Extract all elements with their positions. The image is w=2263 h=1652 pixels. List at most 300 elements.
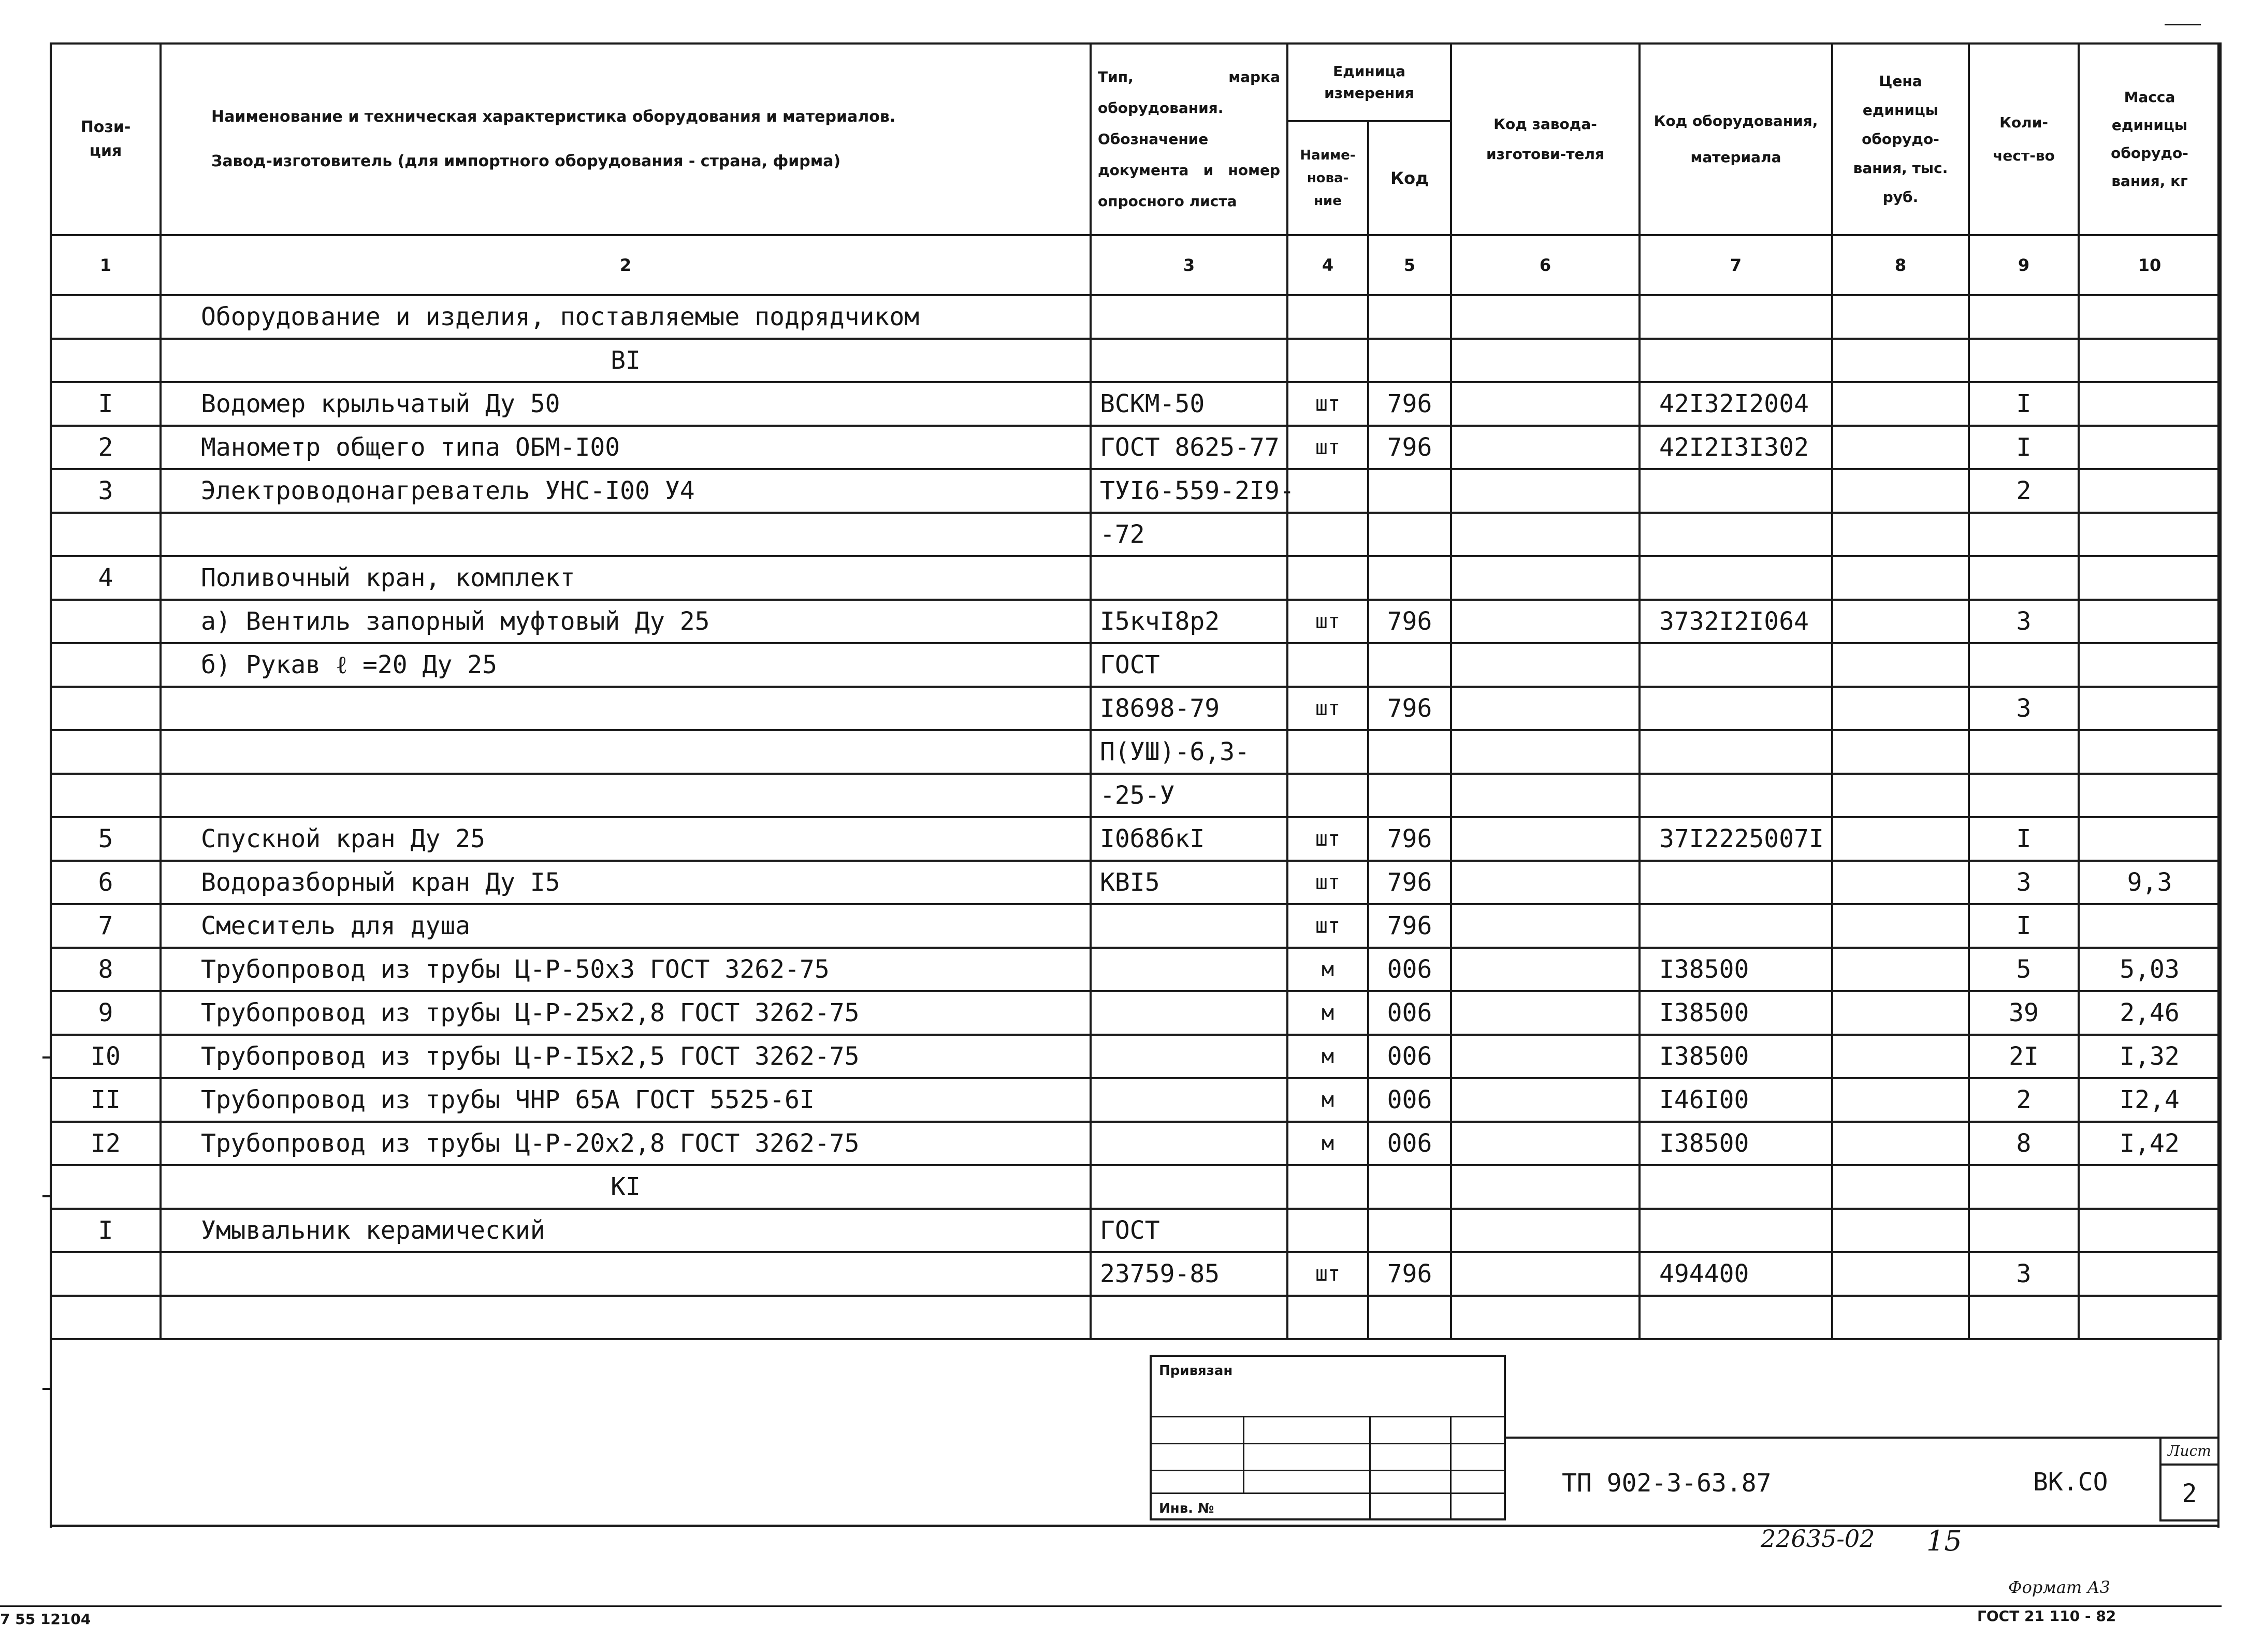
price-cell <box>1832 1078 1969 1122</box>
unit-code-cell: 796 <box>1368 817 1451 861</box>
unit-name-cell: шт <box>1287 817 1368 861</box>
price-cell <box>1832 1035 1969 1078</box>
unit-code-cell: 796 <box>1368 1252 1451 1296</box>
price-cell <box>1832 469 1969 513</box>
position-cell <box>51 774 161 817</box>
name-cell: KI <box>161 1165 1091 1209</box>
unit-code-cell: 796 <box>1368 600 1451 643</box>
unit-name-cell: шт <box>1287 600 1368 643</box>
document-mark: ВК.СО <box>2033 1468 2108 1497</box>
name-cell: Манометр общего типа ОБМ-I00 <box>161 426 1091 469</box>
position-cell: I2 <box>51 1122 161 1165</box>
name-cell: Умывальник керамический <box>161 1209 1091 1252</box>
factory-code-cell <box>1451 426 1640 469</box>
unit-code-cell: 796 <box>1368 861 1451 904</box>
header-equipment-code: Код оборудования, материала <box>1640 44 1832 235</box>
quantity-cell: 2I <box>1969 1035 2079 1078</box>
equipment-code-cell <box>1640 556 1832 600</box>
table-row <box>51 991 2221 1035</box>
table-row <box>51 600 2221 643</box>
sheet-label: Лист <box>2162 1439 2217 1466</box>
name-cell: BI <box>161 339 1091 382</box>
table-row <box>51 861 2221 904</box>
factory-code-cell <box>1451 730 1640 774</box>
price-cell <box>1832 600 1969 643</box>
position-cell <box>51 295 161 339</box>
unit-name-cell <box>1287 1165 1368 1209</box>
equipment-code-cell <box>1640 687 1832 730</box>
equipment-code-cell: I38500 <box>1640 991 1832 1035</box>
price-cell <box>1832 730 1969 774</box>
unit-code-cell <box>1368 513 1451 556</box>
unit-name-cell <box>1287 1296 1368 1339</box>
name-cell: Трубопровод из трубы Ц-Р-25х2,8 ГОСТ 3262-75 <box>161 991 1091 1035</box>
equipment-code-cell <box>1640 643 1832 687</box>
factory-code-cell <box>1451 600 1640 643</box>
unit-name-cell: шт <box>1287 861 1368 904</box>
document-number: ТП 902-3-63.87 <box>1562 1469 1772 1498</box>
quantity-cell <box>1969 295 2079 339</box>
type-cell: -25-У <box>1091 774 1287 817</box>
mass-cell: 5,03 <box>2079 948 2221 991</box>
price-cell <box>1832 1122 1969 1165</box>
name-cell: Трубопровод из трубы Ц-Р-I5х2,5 ГОСТ 3262-75 <box>161 1035 1091 1078</box>
name-cell: а) Вентиль запорный муфтовый Ду 25 <box>161 600 1091 643</box>
table-row <box>51 556 2221 600</box>
position-cell: I <box>51 1209 161 1252</box>
equipment-code-cell: I46I00 <box>1640 1078 1832 1122</box>
type-cell <box>1091 1165 1287 1209</box>
header-type: Тип, марка оборудования. Обозначение документа и номер опросного листа <box>1091 44 1287 235</box>
position-cell <box>51 687 161 730</box>
quantity-cell <box>1969 513 2079 556</box>
quantity-cell <box>1969 1296 2079 1339</box>
equipment-code-cell <box>1640 1209 1832 1252</box>
equipment-code-cell <box>1640 730 1832 774</box>
unit-code-cell <box>1368 339 1451 382</box>
factory-code-cell <box>1451 861 1640 904</box>
factory-code-cell <box>1451 1209 1640 1252</box>
header-quantity: Коли-чест-во <box>1969 44 2079 235</box>
unit-code-cell <box>1368 556 1451 600</box>
position-cell: I0 <box>51 1035 161 1078</box>
unit-name-cell: м <box>1287 1122 1368 1165</box>
quantity-cell <box>1969 556 2079 600</box>
inventory-number-label: Инв. № <box>1159 1501 1214 1516</box>
sheet-number: 2 <box>2182 1479 2197 1508</box>
column-number: 4 <box>1287 235 1368 295</box>
table-row <box>51 1122 2221 1165</box>
unit-name-cell: м <box>1287 1035 1368 1078</box>
stamp-grid-line <box>1243 1416 1244 1494</box>
header-factory-code: Код завода-изготови-теля <box>1451 44 1640 235</box>
type-cell <box>1091 1122 1287 1165</box>
column-number: 8 <box>1832 235 1969 295</box>
type-cell: ГОСТ <box>1091 1209 1287 1252</box>
name-cell <box>161 730 1091 774</box>
price-cell <box>1832 991 1969 1035</box>
column-number-row <box>51 235 2221 295</box>
equipment-code-cell: I38500 <box>1640 1035 1832 1078</box>
name-cell <box>161 1252 1091 1296</box>
quantity-cell: 3 <box>1969 1252 2079 1296</box>
mass-cell <box>2079 730 2221 774</box>
quantity-cell: I <box>1969 904 2079 948</box>
type-cell: П(УШ)-6,3- <box>1091 730 1287 774</box>
mass-cell: I,32 <box>2079 1035 2221 1078</box>
column-number: 9 <box>1969 235 2079 295</box>
equipment-code-cell <box>1640 774 1832 817</box>
margin-tick <box>2165 24 2201 25</box>
price-cell <box>1832 1252 1969 1296</box>
mass-cell <box>2079 1165 2221 1209</box>
unit-code-cell: 006 <box>1368 1122 1451 1165</box>
position-cell <box>51 1165 161 1209</box>
unit-name-cell <box>1287 513 1368 556</box>
unit-code-cell: 796 <box>1368 382 1451 426</box>
unit-code-cell <box>1368 1209 1451 1252</box>
unit-code-cell <box>1368 469 1451 513</box>
table-row <box>51 1165 2221 1209</box>
price-cell <box>1832 1209 1969 1252</box>
binding-stamp <box>1150 1355 1506 1520</box>
factory-code-cell <box>1451 1035 1640 1078</box>
quantity-cell: 3 <box>1969 600 2079 643</box>
paper-format: Формат А3 <box>2008 1577 2111 1597</box>
name-cell: Электроводонагреватель УНС-I00 У4 <box>161 469 1091 513</box>
mass-cell <box>2079 426 2221 469</box>
name-cell: Спускной кран Ду 25 <box>161 817 1091 861</box>
name-cell <box>161 687 1091 730</box>
mass-cell <box>2079 904 2221 948</box>
factory-code-cell <box>1451 556 1640 600</box>
price-cell <box>1832 295 1969 339</box>
position-cell: I <box>51 382 161 426</box>
table-row <box>51 730 2221 774</box>
factory-code-cell <box>1451 643 1640 687</box>
price-cell <box>1832 774 1969 817</box>
type-cell <box>1091 1035 1287 1078</box>
table-row <box>51 643 2221 687</box>
header-price: Цена единицы оборудо-вания, тыс. руб. <box>1832 44 1969 235</box>
position-cell: 3 <box>51 469 161 513</box>
price-cell <box>1832 904 1969 948</box>
name-cell: Трубопровод из трубы ЧНР 65А ГОСТ 5525-6I <box>161 1078 1091 1122</box>
mass-cell <box>2079 556 2221 600</box>
equipment-code-cell: 42I2I3I302 <box>1640 426 1832 469</box>
quantity-cell: I <box>1969 426 2079 469</box>
factory-code-cell <box>1451 904 1640 948</box>
price-cell <box>1832 1296 1969 1339</box>
type-cell <box>1091 904 1287 948</box>
unit-code-cell <box>1368 1165 1451 1209</box>
unit-name-cell <box>1287 339 1368 382</box>
unit-code-cell: 006 <box>1368 991 1451 1035</box>
factory-code-cell <box>1451 339 1640 382</box>
equipment-code-cell <box>1640 339 1832 382</box>
position-cell <box>51 730 161 774</box>
type-cell: 23759-85 <box>1091 1252 1287 1296</box>
name-cell: б) Рукав ℓ =20 Ду 25 <box>161 643 1091 687</box>
header-mass: Масса единицы оборудо-вания, кг <box>2079 44 2221 235</box>
type-cell: I0б8бкI <box>1091 817 1287 861</box>
unit-name-cell: шт <box>1287 687 1368 730</box>
unit-code-cell <box>1368 730 1451 774</box>
equipment-code-cell: I38500 <box>1640 1122 1832 1165</box>
mass-cell <box>2079 687 2221 730</box>
position-cell: 4 <box>51 556 161 600</box>
table-row <box>51 1035 2221 1078</box>
position-cell: 9 <box>51 991 161 1035</box>
unit-code-cell: 006 <box>1368 948 1451 991</box>
factory-code-cell <box>1451 469 1640 513</box>
unit-name-cell: шт <box>1287 382 1368 426</box>
table-row <box>51 904 2221 948</box>
quantity-cell: 2 <box>1969 469 2079 513</box>
mass-cell: 2,46 <box>2079 991 2221 1035</box>
quantity-cell <box>1969 339 2079 382</box>
mass-cell: I2,4 <box>2079 1078 2221 1122</box>
type-cell <box>1091 295 1287 339</box>
mass-cell <box>2079 382 2221 426</box>
equipment-code-cell <box>1640 469 1832 513</box>
quantity-cell: I <box>1969 382 2079 426</box>
factory-code-cell <box>1451 817 1640 861</box>
name-cell <box>161 1296 1091 1339</box>
unit-code-cell <box>1368 295 1451 339</box>
unit-code-cell: 796 <box>1368 904 1451 948</box>
quantity-cell: 5 <box>1969 948 2079 991</box>
quantity-cell <box>1969 730 2079 774</box>
quantity-cell: 3 <box>1969 861 2079 904</box>
unit-code-cell: 006 <box>1368 1078 1451 1122</box>
mass-cell <box>2079 817 2221 861</box>
mass-cell <box>2079 295 2221 339</box>
name-cell: Поливочный кран, комплект <box>161 556 1091 600</box>
equipment-code-cell <box>1640 861 1832 904</box>
type-cell <box>1091 1296 1287 1339</box>
mass-cell <box>2079 600 2221 643</box>
position-cell <box>51 600 161 643</box>
equipment-code-cell <box>1640 295 1832 339</box>
factory-code-cell <box>1451 295 1640 339</box>
unit-code-cell <box>1368 643 1451 687</box>
position-cell: 8 <box>51 948 161 991</box>
column-number: 5 <box>1368 235 1451 295</box>
name-cell <box>161 513 1091 556</box>
table-row <box>51 817 2221 861</box>
specification-table <box>50 42 2222 1340</box>
archive-number: 22635-02 <box>1761 1525 1875 1553</box>
table-row <box>51 948 2221 991</box>
name-cell: Оборудование и изделия, поставляемые подрядчиком <box>161 295 1091 339</box>
mass-cell <box>2079 774 2221 817</box>
equipment-code-cell: 3732I2I064 <box>1640 600 1832 643</box>
price-cell <box>1832 687 1969 730</box>
quantity-cell: I <box>1969 817 2079 861</box>
position-cell <box>51 1296 161 1339</box>
price-cell <box>1832 861 1969 904</box>
margin-tick <box>42 1056 51 1059</box>
table-row <box>51 1078 2221 1122</box>
table-row <box>51 295 2221 339</box>
quantity-cell: 39 <box>1969 991 2079 1035</box>
unit-name-cell: м <box>1287 1078 1368 1122</box>
position-cell <box>51 339 161 382</box>
stamp-grid-line <box>1450 1416 1452 1520</box>
mass-cell <box>2079 469 2221 513</box>
type-cell: ВСКМ-50 <box>1091 382 1287 426</box>
stamp-grid-line <box>1369 1416 1371 1520</box>
price-cell <box>1832 643 1969 687</box>
factory-code-cell <box>1451 1165 1640 1209</box>
price-cell <box>1832 339 1969 382</box>
gost-reference: ГОСТ 21 110 - 82 <box>1977 1607 2116 1625</box>
sheet-number-box <box>2159 1437 2220 1521</box>
header-unit-name: Наиме-нова-ние <box>1287 121 1368 235</box>
position-cell <box>51 513 161 556</box>
price-cell <box>1832 817 1969 861</box>
quantity-cell <box>1969 774 2079 817</box>
quantity-cell <box>1969 643 2079 687</box>
equipment-code-cell: I38500 <box>1640 948 1832 991</box>
name-cell <box>161 774 1091 817</box>
factory-code-cell <box>1451 1078 1640 1122</box>
unit-name-cell: шт <box>1287 426 1368 469</box>
unit-name-cell <box>1287 730 1368 774</box>
type-cell: I5кчI8р2 <box>1091 600 1287 643</box>
frame-bottom-border <box>50 1525 2220 1527</box>
column-number: 7 <box>1640 235 1832 295</box>
unit-name-cell <box>1287 556 1368 600</box>
quantity-cell <box>1969 1209 2079 1252</box>
column-number: 6 <box>1451 235 1640 295</box>
name-cell: Трубопровод из трубы Ц-Р-50х3 ГОСТ 3262-75 <box>161 948 1091 991</box>
name-cell: Водоразборный кран Ду I5 <box>161 861 1091 904</box>
factory-code-cell <box>1451 513 1640 556</box>
unit-name-cell <box>1287 643 1368 687</box>
position-cell: 2 <box>51 426 161 469</box>
sheet-code: 7 55 12104 <box>0 1611 91 1628</box>
quantity-cell: 3 <box>1969 687 2079 730</box>
unit-name-cell: шт <box>1287 1252 1368 1296</box>
equipment-code-cell: 37I2225007I <box>1640 817 1832 861</box>
trim-line <box>0 1605 2222 1607</box>
position-cell <box>51 643 161 687</box>
header-name <box>161 44 1091 235</box>
price-cell <box>1832 513 1969 556</box>
type-cell: -72 <box>1091 513 1287 556</box>
type-cell: ТУI6-559-2I9- <box>1091 469 1287 513</box>
type-cell <box>1091 991 1287 1035</box>
bound-label: Привязан <box>1159 1363 1233 1379</box>
mass-cell <box>2079 1209 2221 1252</box>
factory-code-cell <box>1451 1296 1640 1339</box>
name-cell: Трубопровод из трубы Ц-Р-20х2,8 ГОСТ 3262-75 <box>161 1122 1091 1165</box>
unit-code-cell: 796 <box>1368 426 1451 469</box>
position-cell: II <box>51 1078 161 1122</box>
unit-code-cell <box>1368 774 1451 817</box>
mass-cell <box>2079 1252 2221 1296</box>
name-cell: Водомер крыльчатый Ду 50 <box>161 382 1091 426</box>
type-cell <box>1091 1078 1287 1122</box>
equipment-code-cell <box>1640 1296 1832 1339</box>
table-row <box>51 513 2221 556</box>
mass-cell <box>2079 513 2221 556</box>
unit-code-cell: 796 <box>1368 687 1451 730</box>
factory-code-cell <box>1451 1252 1640 1296</box>
margin-tick <box>42 1388 51 1390</box>
archive-page-number: 15 <box>1926 1525 1962 1557</box>
factory-code-cell <box>1451 1122 1640 1165</box>
type-cell <box>1091 948 1287 991</box>
unit-name-cell: шт <box>1287 904 1368 948</box>
table-body <box>51 295 2221 1339</box>
table-row <box>51 426 2221 469</box>
mass-cell <box>2079 339 2221 382</box>
position-cell: 6 <box>51 861 161 904</box>
quantity-cell: 8 <box>1969 1122 2079 1165</box>
type-cell: КВI5 <box>1091 861 1287 904</box>
column-number: 2 <box>161 235 1091 295</box>
table-row <box>51 1209 2221 1252</box>
price-cell <box>1832 426 1969 469</box>
table-header <box>51 44 2221 295</box>
price-cell <box>1832 948 1969 991</box>
equipment-code-cell <box>1640 904 1832 948</box>
factory-code-cell <box>1451 382 1640 426</box>
name-cell: Смеситель для душа <box>161 904 1091 948</box>
type-cell: I8698-79 <box>1091 687 1287 730</box>
header-unit-group: Единица измерения <box>1287 44 1451 121</box>
header-name-line2: Завод-изготовитель (для импортного оборудования - страна, фирма) <box>211 152 841 170</box>
table-row <box>51 469 2221 513</box>
header-name-line1: Наименование и техническая характеристика оборудования и материалов. <box>211 108 896 126</box>
price-cell <box>1832 556 1969 600</box>
type-cell: ГОСТ 8625-77 <box>1091 426 1287 469</box>
mass-cell <box>2079 1296 2221 1339</box>
header-unit-code: Код <box>1368 121 1451 235</box>
table-row <box>51 687 2221 730</box>
price-cell <box>1832 382 1969 426</box>
table-row <box>51 774 2221 817</box>
factory-code-cell <box>1451 774 1640 817</box>
unit-name-cell: м <box>1287 991 1368 1035</box>
table-row <box>51 1252 2221 1296</box>
unit-code-cell: 006 <box>1368 1035 1451 1078</box>
title-block-divider <box>1506 1437 2220 1439</box>
unit-name-cell <box>1287 1209 1368 1252</box>
mass-cell: I,42 <box>2079 1122 2221 1165</box>
equipment-code-cell: 42I32I2004 <box>1640 382 1832 426</box>
equipment-code-cell: 494400 <box>1640 1252 1832 1296</box>
price-cell <box>1832 1165 1969 1209</box>
type-cell: ГОСТ <box>1091 643 1287 687</box>
equipment-code-cell <box>1640 1165 1832 1209</box>
position-cell: 7 <box>51 904 161 948</box>
unit-code-cell <box>1368 1296 1451 1339</box>
unit-name-cell <box>1287 469 1368 513</box>
position-cell: 5 <box>51 817 161 861</box>
table-row <box>51 1296 2221 1339</box>
mass-cell: 9,3 <box>2079 861 2221 904</box>
factory-code-cell <box>1451 991 1640 1035</box>
unit-name-cell: м <box>1287 948 1368 991</box>
column-number: 10 <box>2079 235 2221 295</box>
type-cell <box>1091 339 1287 382</box>
equipment-code-cell <box>1640 513 1832 556</box>
header-position: Пози- ция <box>51 44 161 235</box>
